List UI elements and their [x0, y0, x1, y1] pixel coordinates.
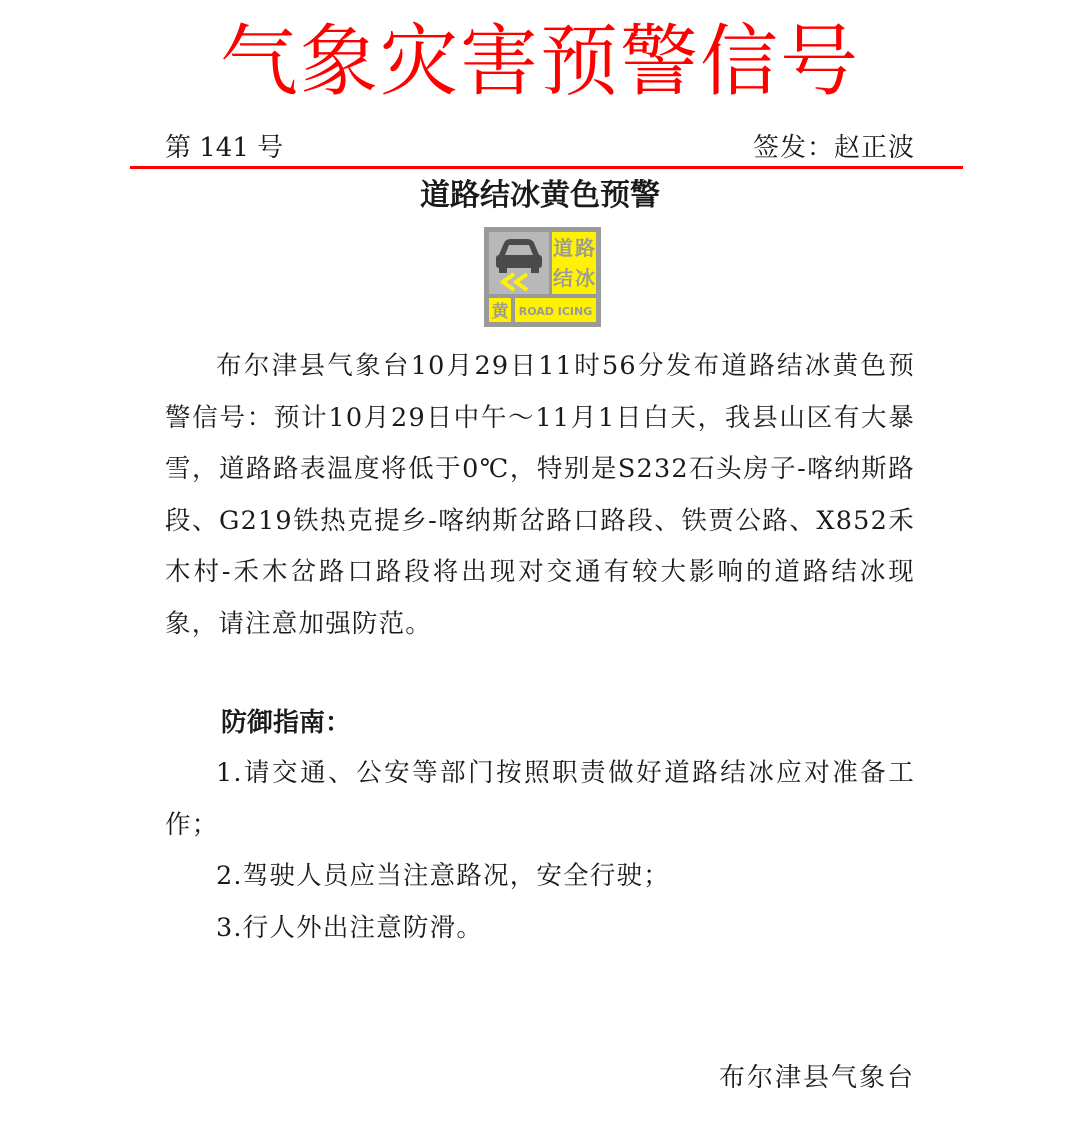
svg-text:冰: 冰: [575, 266, 595, 290]
guide-item-3: 3.行人外出注意防滑。: [216, 912, 484, 943]
road-icing-yellow-warning-icon: [484, 227, 601, 327]
svg-text:道: 道: [553, 236, 573, 260]
warning-title: 道路结冰黄色预警: [420, 178, 660, 213]
guide-item-2: 2.驾驶人员应当注意路况，安全行驶；: [216, 861, 670, 891]
guide-item-1: 1.请交通、公安等部门按照职责做好道路结冰应对准备工作；: [165, 758, 915, 840]
document-meta-row: [165, 128, 915, 168]
issuing-office-signature: 布尔津县气象台: [718, 1063, 915, 1093]
defense-guide-list: [165, 748, 915, 954]
icon-level-text: 黄: [491, 302, 509, 322]
document-header-title: 气象灾害预警信号: [219, 17, 860, 107]
icon-en-label: ROAD ICING: [518, 305, 593, 318]
defense-guide-heading: 防御指南：: [221, 708, 352, 738]
issuer-signature: 签发：赵正波: [752, 133, 915, 163]
svg-text:结: 结: [553, 266, 573, 290]
red-divider-line: [130, 166, 963, 169]
warning-content-paragraph: 布尔津县气象台10月29日11时56分发布道路结冰黄色预警信号：预计10月29日中午～11月1日白天，我县山区有大暴雪，道路路表温度将低于0℃，特别是S232石头房子-喀纳斯路段、G219铁热克提乡-喀纳斯岔路口路段、铁贾公路、X852禾木村-禾木岔路口路段将出现对交通有较大影响的道路结冰现象，请注意加强防范。: [165, 351, 915, 639]
document-number: 第 141 号: [165, 133, 284, 163]
svg-text:路: 路: [575, 236, 595, 260]
